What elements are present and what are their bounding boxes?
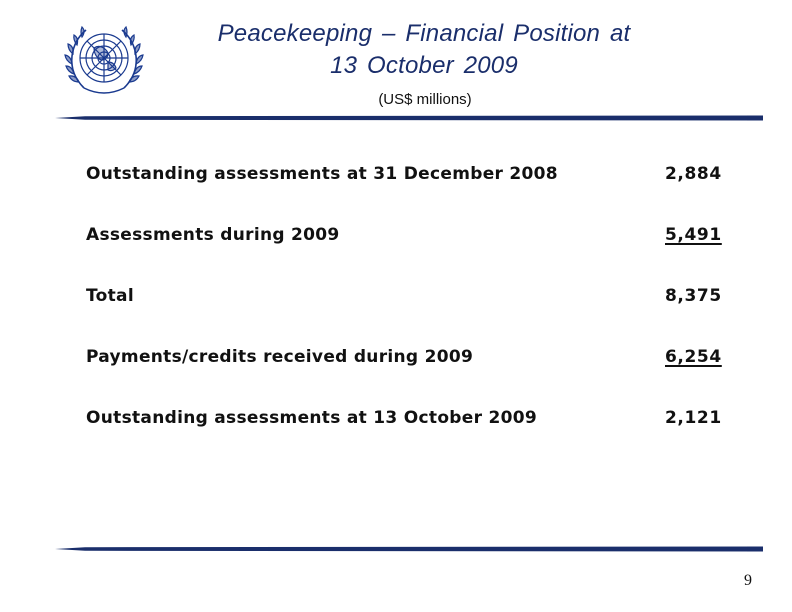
table-row xyxy=(86,219,746,280)
row-value: 8,375 xyxy=(665,286,722,306)
row-label: Total xyxy=(86,286,134,306)
row-label: Outstanding assessments at 31 December 2008 xyxy=(86,164,558,184)
table-row xyxy=(86,280,746,341)
row-value: 5,491 xyxy=(665,225,722,245)
row-value: 2,884 xyxy=(665,164,722,184)
un-emblem-logo xyxy=(60,18,148,106)
top-divider-rule xyxy=(55,114,763,122)
page-title xyxy=(150,18,698,82)
un-emblem-icon xyxy=(60,18,148,106)
table-row xyxy=(86,158,746,219)
row-label: Outstanding assessments at 13 October 2009 xyxy=(86,408,538,428)
units-subtitle: (US$ millions) xyxy=(378,91,472,108)
financial-position-table xyxy=(86,158,746,463)
bottom-divider-rule xyxy=(55,545,763,553)
page-number: 9 xyxy=(744,572,752,589)
row-value: 6,254 xyxy=(665,347,722,367)
row-label: Assessments during 2009 xyxy=(86,225,340,245)
row-value: 2,121 xyxy=(665,408,722,428)
title-line-2: 13 October 2009 xyxy=(330,52,518,79)
title-line-1: Peacekeeping – Financial Position at xyxy=(217,20,631,47)
table-row xyxy=(86,341,746,402)
row-label: Payments/credits received during 2009 xyxy=(86,347,474,367)
table-row xyxy=(86,402,746,463)
